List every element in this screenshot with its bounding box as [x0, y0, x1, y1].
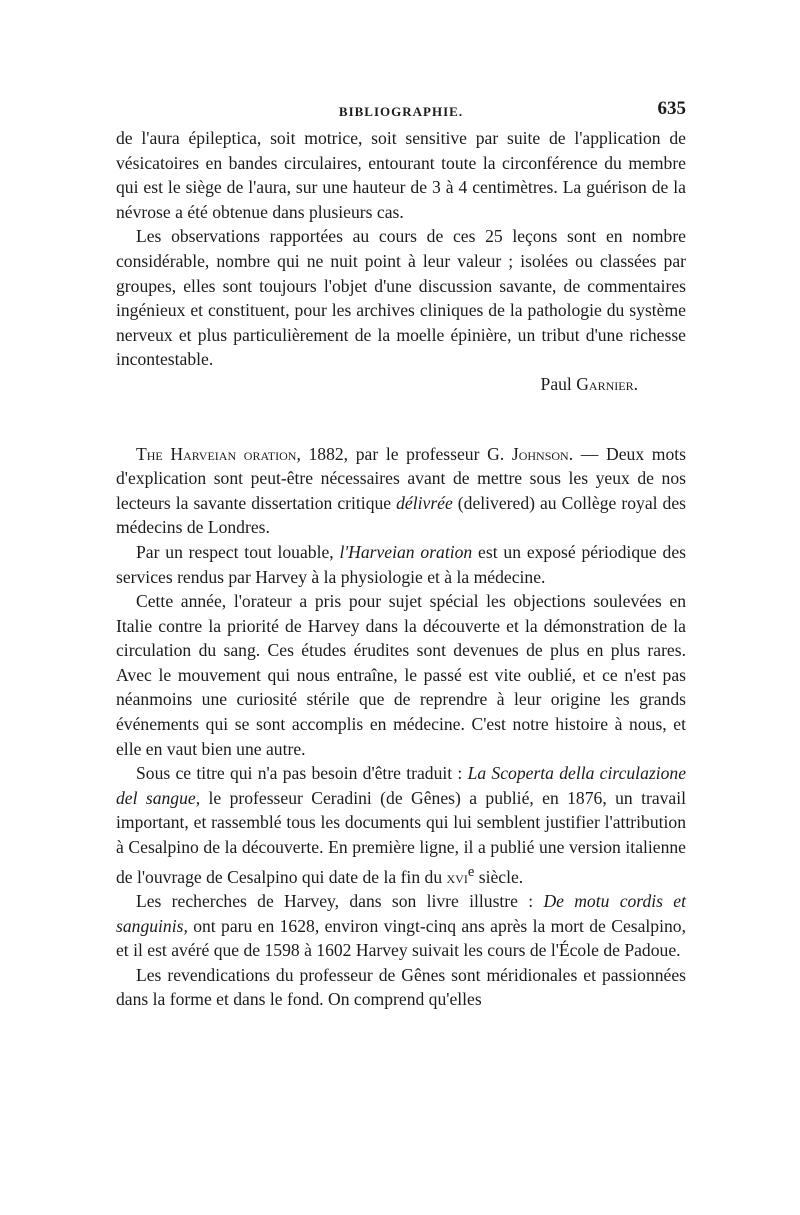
review1-paragraph-1: de l'aura épileptica, soit motrice, soit sensitive par suite de l'application de vésicatoires en bandes circulaires, entourant toute la circonférence du membre qui est le siège de l'aura, sur une hauteur de 3 à 4 centimètres. La guérison de la névrose a été obtenue dans plusieurs cas. [116, 128, 686, 222]
review1-paragraph-2: Les observations rapportées au cours de ces 25 leçons sont en nombre considérable, nombre qui ne nuit point à leur valeur ; isolées ou classées par groupes, elles sont toujours l'objet d'une discussion savante, de commentaires ingénieux et constituent, pour les archives cliniques de la pathologie du système nerveux et plus particulièrement de la moelle épinière, un tribut d'une richesse incontestable. [116, 226, 686, 370]
review2-p4-a: Sous ce titre qui n'a pas besoin d'être traduit : [136, 763, 468, 784]
review2-p2-em: l'Harveian oration [339, 541, 473, 562]
page-header [116, 98, 686, 122]
review2-p4-em: La Scoperta della circulazione del sangue, [116, 763, 686, 808]
review2-p4-sup: e [467, 863, 475, 880]
review2-author: Johnson. [511, 443, 574, 464]
signature-last-name: Garnier. [576, 373, 638, 394]
review2-intro-em: délivrée [396, 492, 453, 513]
review2-p4-b: le professeur Ceradini (de Gênes) a publié, en 1876, un travail important, et rassemblé tous les documents qui lui semblent justifier l'attribution à Cesalpino de la découverte. En première ligne, il a publié une version italienne de l'ouvrage de Cesalpino qui date de la fin du [116, 787, 687, 887]
review2-intro-paragraph [116, 442, 686, 540]
review2-title: The Harveian oration, [136, 443, 301, 464]
review2-intro-a: — Deux mots d'explication sont peut-être nécessaires avant de mettre sous les yeux de nos lecteurs la savante dissertation critique [116, 443, 686, 513]
review2-paragraph-4 [116, 761, 686, 889]
review2-p5-em: De motu cordis et sanguinis, [116, 891, 686, 936]
review2-p2-b: est un exposé périodique des services rendus par Harvey à la physiologie et à la médecine. [116, 541, 686, 587]
review1-signature [116, 372, 686, 397]
review2-paragraph-3: Cette année, l'orateur a pris pour sujet spécial les objections soulevées en Italie contre la priorité de Harvey dans la découverte et la démonstration de la circulation du sang. Ces études érudites sont devenues de plus en plus rares. Avec le mouvement qui nous entraîne, le passé est vite oublié, et ce n'est pas néanmoins une curiosité stérile que de reprendre à leur origine les grands événements qui se sont accomplis en médecine. C'est notre histoire à nous, et elle en vaut bien une autre. [116, 591, 686, 759]
review2-paragraph-5 [116, 889, 686, 963]
review2-paragraph-2 [116, 540, 686, 589]
review2-p4-century: xvi [446, 866, 468, 887]
review2-p2-a: Par un respect tout louable, [136, 541, 340, 562]
review2-p4-c: siècle. [474, 866, 524, 887]
running-title: BIBLIOGRAPHIE. [338, 104, 464, 119]
signature-first-name: Paul [540, 373, 572, 394]
page [116, 98, 686, 1012]
section-gap [116, 397, 686, 442]
review2-paragraph-6: Les revendications du professeur de Gênes sont méridionales et passionnées dans la forme et dans le fond. On comprend qu'elles [116, 964, 686, 1010]
review2-intro-b: (delivered) au Collège royal des médecins de Londres. [116, 492, 686, 538]
page-number: 635 [657, 98, 686, 119]
review2-p5-b: ont paru en 1628, environ vingt-cinq ans après la mort de Cesalpino, et il est avéré que de 1598 à 1602 Harvey suivait les cours de l'École de Padoue. [116, 915, 686, 961]
review2-title-rest: 1882, par le professeur G. [300, 443, 512, 464]
review2-p5-a: Les recherches de Harvey, dans son livre illustre : [136, 891, 544, 912]
